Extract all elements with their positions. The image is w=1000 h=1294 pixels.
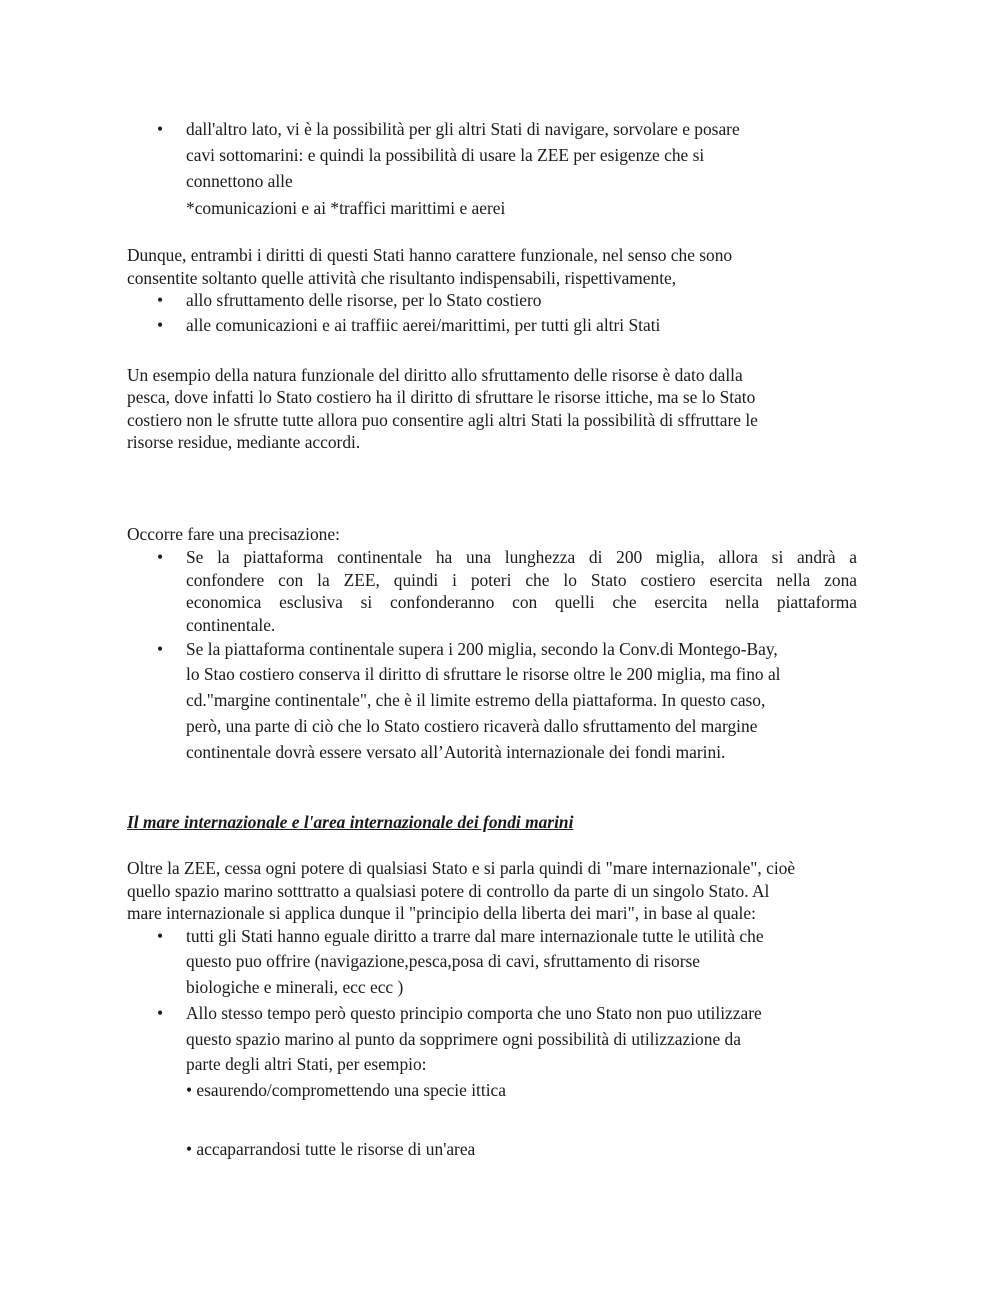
list-item-line: confondere con la ZEE, quindi i poteri che lo Stato costiero esercita nella zona bbox=[186, 570, 857, 590]
list-item-line: questo puo offrire (navigazione,pesca,posa di cavi, sfruttamento di risorse bbox=[186, 951, 700, 971]
list-item-line: Allo stesso tempo però questo principio comporta che uno Stato non puo utilizzare bbox=[186, 1003, 762, 1023]
paragraph-line: quello spazio marino sotttratto a qualsiasi potere di controllo da parte di un singolo Stato. Al bbox=[127, 881, 770, 901]
paragraph-line: *comunicazioni e ai *traffici marittimi e aerei bbox=[186, 198, 506, 218]
bullet-marker: • bbox=[157, 315, 164, 335]
list-item: alle comunicazioni e ai traffiic aerei/marittimi, per tutti gli altri Stati bbox=[186, 315, 661, 335]
list-item-line: continentale. bbox=[186, 615, 276, 635]
paragraph-line: Un esempio della natura funzionale del diritto allo sfruttamento delle risorse è dato dalla bbox=[127, 365, 743, 385]
list-item-line: però, una parte di ciò che lo Stato costiero ricaverà dallo sfruttamento del margine bbox=[186, 716, 758, 736]
sub-list-item: • accaparrandosi tutte le risorse di un'area bbox=[186, 1139, 476, 1159]
list-item-line: parte degli altri Stati, per esempio: bbox=[186, 1054, 427, 1074]
paragraph-line: pesca, dove infatti lo Stato costiero ha il diritto di sfruttare le risorse ittiche, ma se lo Stato bbox=[127, 387, 756, 407]
bullet-marker: • bbox=[157, 119, 164, 139]
list-item-line: biologiche e minerali, ecc ecc ) bbox=[186, 977, 404, 997]
list-item-line: Se la piattaforma continentale ha una lunghezza di 200 miglia, allora si andrà a bbox=[186, 547, 857, 567]
paragraph-line: Oltre la ZEE, cessa ogni potere di qualsiasi Stato e si parla quindi di "mare internazionale", cioè bbox=[127, 858, 796, 878]
paragraph-line: Occorre fare una precisazione: bbox=[127, 524, 340, 544]
paragraph-line: dall'altro lato, vi è la possibilità per gli altri Stati di navigare, sorvolare e posare bbox=[186, 119, 740, 139]
list-item-line: questo spazio marino al punto da sopprimere ogni possibilità di utilizzazione da bbox=[186, 1029, 741, 1049]
list-item-line: economica esclusiva si confonderanno con quelli che esercita nella piattaforma bbox=[186, 592, 857, 612]
bullet-marker: • bbox=[157, 547, 164, 567]
list-item-line: tutti gli Stati hanno eguale diritto a trarre dal mare internazionale tutte le utilità che bbox=[186, 926, 764, 946]
list-item-line: lo Stao costiero conserva il diritto di sfruttare le risorse oltre le 200 miglia, ma fino al bbox=[186, 664, 781, 684]
paragraph-line: costiero non le sfrutte tutte allora puo consentire agli altri Stati la possibilità di sffruttare le bbox=[127, 410, 758, 430]
sub-list-item: • esaurendo/compromettendo una specie ittica bbox=[186, 1080, 506, 1100]
bullet-marker: • bbox=[157, 926, 164, 946]
paragraph-line: mare internazionale si applica dunque il "principio della liberta dei mari", in base al quale: bbox=[127, 903, 756, 923]
paragraph-line: Dunque, entrambi i diritti di questi Stati hanno carattere funzionale, nel senso che sono bbox=[127, 245, 733, 265]
paragraph-line: connettono alle bbox=[186, 171, 293, 191]
bullet-marker: • bbox=[157, 1003, 164, 1023]
paragraph-line: consentite soltanto quelle attività che risultanto indispensabili, rispettivamente, bbox=[127, 268, 677, 288]
list-item-line: Se la piattaforma continentale supera i 200 miglia, secondo la Conv.di Montego-Bay, bbox=[186, 639, 778, 659]
paragraph-line: risorse residue, mediante accordi. bbox=[127, 432, 361, 452]
list-item-line: continentale dovrà essere versato all’Autorità internazionale dei fondi marini. bbox=[186, 742, 726, 762]
paragraph-line: cavi sottomarini: e quindi la possibilità di usare la ZEE per esigenze che si bbox=[186, 145, 705, 165]
bullet-marker: • bbox=[157, 290, 164, 310]
section-heading: Il mare internazionale e l'area internazionale dei fondi marini bbox=[127, 812, 574, 832]
list-item: allo sfruttamento delle risorse, per lo Stato costiero bbox=[186, 290, 542, 310]
list-item-line: cd."margine continentale", che è il limite estremo della piattaforma. In questo caso, bbox=[186, 690, 766, 710]
bullet-marker: • bbox=[157, 639, 164, 659]
